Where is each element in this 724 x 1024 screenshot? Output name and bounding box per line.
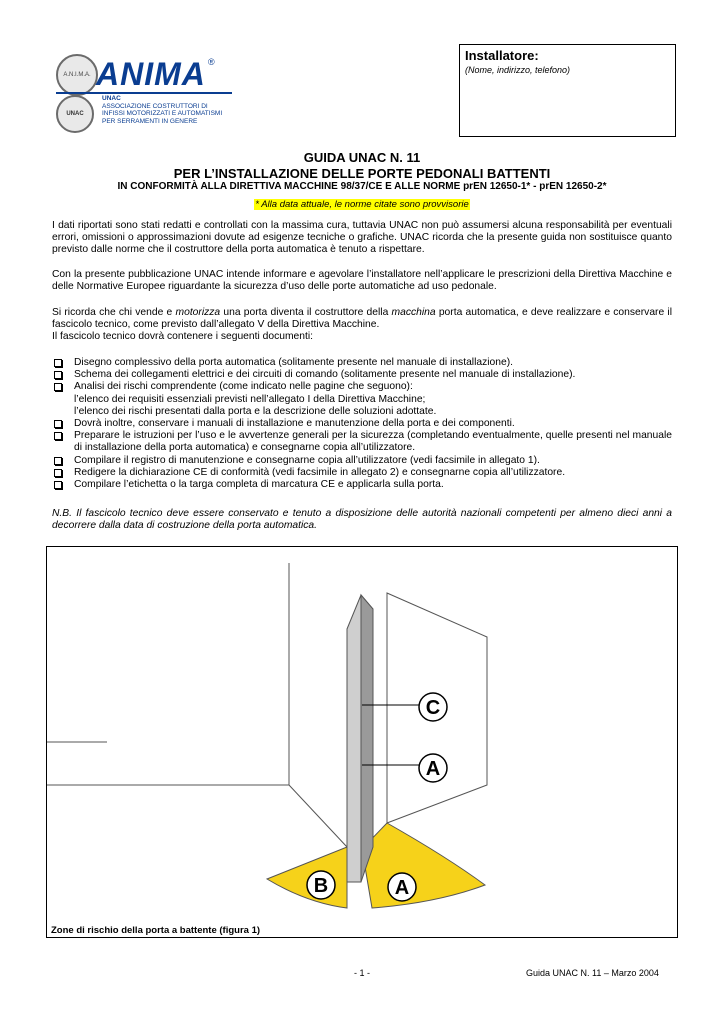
registered-mark: ® (208, 57, 215, 67)
anima-logo-text: ANIMA (96, 56, 206, 92)
nb-paragraph: N.B. Il fascicolo tecnico deve essere conservato e tenuto a disposizione delle autorità nazionali competenti per almeno dieci anni a decorrere dalla data di costruzione della porta automatica. (52, 508, 672, 532)
documents-list (52, 357, 672, 491)
zone-a-floor-shape (362, 823, 485, 908)
para3-text-a: Si ricorda che chi vende e (52, 307, 176, 318)
zone-b-shape (267, 847, 347, 908)
list-item-text: Dovrà inoltre, conservare i manuali di installazione e manutenzione della porta e dei componenti. (74, 418, 515, 430)
document-title: GUIDA UNAC N. 11 (303, 150, 421, 165)
label-c: C (425, 697, 441, 719)
list-item (52, 467, 672, 479)
footer-guide-label: Guida UNAC N. 11 – Marzo 2004 (526, 968, 659, 978)
unac-line-4: PER SERRAMENTI IN GENERE (102, 117, 198, 125)
installer-title: Installatore: (465, 48, 539, 63)
para3-macchina: macchina (391, 307, 436, 318)
unac-line-1: UNAC (102, 95, 121, 102)
label-a-lower: A (394, 877, 410, 899)
disclaimer-paragraph: I dati riportati sono stati redatti e controllati con la massima cura, tuttavia UNAC non può assumersi alcuna responsabilità per eventuali errori, omissioni o approssimazioni dovute ad esigenze tecniche o grafiche. UNAC ricorda che la presente guida non sostituisce quanto previsto dalle norme che il costruttore della porta automatica è tenuto a rispettare. (52, 220, 672, 256)
checkbox-bullet-icon (54, 359, 62, 367)
unac-emblem-text: UNAC (66, 111, 84, 117)
label-a-upper: A (425, 758, 441, 780)
list-item (52, 430, 672, 454)
para3-text-f: Il fascicolo tecnico dovrà contenere i seguenti documenti: (52, 331, 314, 343)
unac-line-2: ASSOCIAZIONE COSTRUTTORI DI (102, 102, 208, 110)
manufacturer-paragraph (52, 307, 672, 344)
list-subitem-text: l’elenco dei requisiti essenziali previsti nell’allegato I della Direttiva Macchine; (74, 393, 426, 405)
intro-paragraph: Con la presente pubblicazione UNAC intende informare e agevolare l’installatore nell’applicare le prescrizioni della Direttiva Macchine e delle Normative Europee riguardante la sicurezza d’uso delle porte automatiche ad uso pedonale. (52, 269, 672, 293)
logo-divider (56, 92, 232, 94)
door-risk-zones-illustration (47, 547, 677, 937)
list-item-text: Preparare le istruzioni per l’uso e le avvertenze generali per la sicurezza (completando eventualmente, quelle presenti nel manuale di installazione della porta automatica) e consegnarne copia all’utilizzatore. (74, 430, 672, 454)
list-item-text: Schema dei collegamenti elettrici e dei circuiti di comando (solitamente presente nel manuale di installazione). (74, 369, 576, 381)
checkbox-bullet-icon (54, 481, 62, 489)
para3-text-e: porta automatica, e deve realizzare e conservare il fascicolo tecnico, come previsto dall’allegato V della Direttiva Macchine. (52, 307, 673, 331)
checkbox-bullet-icon (54, 432, 62, 440)
checkbox-bullet-icon (54, 383, 62, 391)
installer-subtitle: (Nome, indirizzo, telefono) (465, 65, 571, 75)
provisional-note: * Alla data attuale, le norme citate sono provvisorie (255, 199, 469, 210)
anima-emblem (56, 54, 98, 96)
checkbox-bullet-icon (54, 457, 62, 465)
provisional-note-wrap (0, 194, 724, 212)
list-item-text: Compilare il registro di manutenzione e consegnarne copia all’utilizzatore (vedi facsimile in allegato 1). (74, 454, 540, 466)
unac-emblem (56, 95, 94, 133)
unac-line-3: INFISSI MOTORIZZATI E AUTOMATISMI (102, 110, 223, 118)
list-item-text: Disegno complessivo della porta automatica (solitamente presente nel manuale di installazione). (74, 357, 514, 368)
para3-text-c: una porta diventa il costruttore della (220, 307, 392, 318)
unac-description (102, 95, 222, 125)
checkbox-bullet-icon (54, 469, 62, 477)
list-item (52, 455, 672, 467)
checkbox-bullet-icon (54, 371, 62, 379)
list-item-text: Compilare l’etichetta o la targa completa di marcatura CE e applicarla sulla porta. (74, 479, 444, 491)
list-item-text: Analisi dei rischi comprendente (come indicato nelle pagine che seguono): (74, 381, 413, 393)
conformity-line: IN CONFORMITÀ ALLA DIRETTIVA MACCHINE 98/37/CE E ALLE NORME prEN 12650-1* - prEN 12650-2* (117, 181, 607, 192)
installer-box (459, 44, 676, 137)
anima-emblem-text: A.N.I.M.A. (63, 72, 91, 78)
para3-motorizza: motorizza (175, 307, 221, 318)
list-item (52, 381, 672, 418)
label-b: B (313, 875, 329, 897)
figure-frame (46, 546, 678, 938)
list-item (52, 479, 672, 491)
list-item-text: Redigere la dichiarazione CE di conformità (vedi facsimile in allegato 2) e consegnarne copia all’utilizzatore. (74, 466, 566, 478)
document-subtitle: PER L’INSTALLAZIONE DELLE PORTE PEDONALI BATTENTI (173, 166, 551, 181)
figure-caption: Zone di rischio della porta a battente (figura 1) (51, 925, 261, 936)
page-number: - 1 - (353, 968, 370, 978)
door-leaf-edge (361, 595, 373, 882)
floor-line (289, 785, 347, 847)
list-item (52, 357, 672, 369)
list-subitem-text: l’elenco dei rischi presentati dalla porta e la descrizione delle soluzioni adottate. (74, 405, 437, 417)
list-item (52, 369, 672, 381)
list-item (52, 418, 672, 430)
checkbox-bullet-icon (54, 420, 62, 428)
